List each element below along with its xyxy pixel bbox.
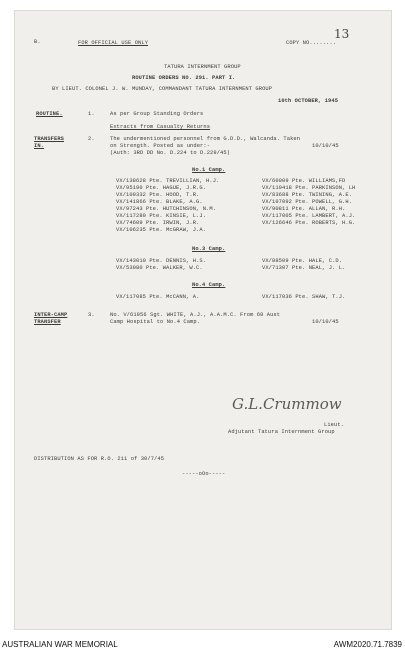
end-mark: -----oOo----- xyxy=(182,471,226,477)
transfers-authority: (Auth: 3RD DD No. D.224 to D.229/45) xyxy=(110,150,231,156)
order-date: 10th OCTOBER, 1945 xyxy=(278,98,339,104)
copy-label: COPY NO........ xyxy=(286,40,337,46)
camp-1-heading: No.1 Camp. xyxy=(192,167,226,173)
copy-number: 13 xyxy=(334,27,350,41)
org-title: TATURA INTERNMENT GROUP xyxy=(164,64,241,70)
transfers-number: 2. xyxy=(88,136,95,142)
transfers-date: 10/10/45 xyxy=(312,143,339,149)
signatory-rank: Lieut. xyxy=(324,422,345,428)
camp-1-right-5: VX/90811 Pte. ALLAN, R.H. xyxy=(262,206,346,212)
document-page xyxy=(14,10,392,630)
camp-3-right-2: VX/71307 Pte. NEAL, J. L. xyxy=(262,265,346,271)
camp-3-right-1: VX/88509 Pte. HALE, C.D. xyxy=(262,258,343,264)
inter-camp-number: 3. xyxy=(88,312,95,318)
camp-3-left-2: VX/53080 Pte. WALKER, W.C. xyxy=(116,265,203,271)
orders-title: ROUTINE ORDERS NO. 291. PART I. xyxy=(132,75,236,81)
camp-1-left-3: VX/109332 Pte. HOOD, T.R. xyxy=(116,192,200,198)
camp-1-left-7: VX/74609 Pte. IRWIN, J.R. xyxy=(116,220,200,226)
camp-4-left-1: VX/117085 Pte. McCANN, A. xyxy=(116,294,200,300)
camp-1-left-8: VX/106235 Pte. McGRAW, J.A. xyxy=(116,227,207,233)
handwritten-signature: G.L.Crummow xyxy=(232,395,342,413)
camp-1-right-3: VX/83688 Pte. TWINING, A.E. xyxy=(262,192,353,198)
archive-footer xyxy=(0,636,405,653)
camp-1-left-5: VX/97243 Pte. HUTCHINSON, N.M. xyxy=(116,206,217,212)
routine-heading: ROUTINE. xyxy=(36,111,63,117)
extracts-heading: Extracts from Casualty Returns xyxy=(110,124,211,130)
classification: FOR OFFICIAL USE ONLY xyxy=(78,40,149,46)
camp-1-left-1: VX/138628 Pte. TREVILLIAN, H.J. xyxy=(116,178,220,184)
distribution-line: DISTRIBUTION AS FOR R.O. 211 of 30/7/45 xyxy=(34,456,165,462)
inter-camp-date: 10/10/45 xyxy=(312,319,339,325)
inter-camp-heading: INTER-CAMP xyxy=(34,312,68,318)
footer-accession-number: AWM2020.71.7839 xyxy=(333,640,402,649)
camp-1-right-4: VX/107092 Pte. POWELL, G.H. xyxy=(262,199,353,205)
corner-mark: B. xyxy=(34,39,41,45)
transfers-heading: TRANSFERS xyxy=(34,136,65,142)
camp-1-right-2: VX/110418 Pte. PARKINSON, LH xyxy=(262,185,356,191)
inter-camp-line-2: Camp Hospital to No.4 Camp. xyxy=(110,319,201,325)
camp-1-left-6: VX/117280 Pte. KINSIE, L.J. xyxy=(116,213,207,219)
camp-1-left-2: VX/95190 Pte. HAGUE, J.R.G. xyxy=(116,185,207,191)
camp-4-right-1: VX/117036 Pte. SHAW, T.J. xyxy=(262,294,346,300)
signatory-title: Adjutant Tatura Internment Group xyxy=(228,429,335,435)
routine-number: 1. xyxy=(88,111,95,117)
camp-3-left-1: VX/143010 Pte. DENNIS, H.S. xyxy=(116,258,207,264)
camp-1-left-4: VX/141866 Pte. BLAKE, A.G. xyxy=(116,199,203,205)
authority-line: BY LIEUT. COLONEL J. W. MUNDAY, COMMANDANT TATURA INTERNMENT GROUP xyxy=(52,86,273,92)
camp-1-right-1: VX/60009 Pte. WILLIAMS,FD xyxy=(262,178,346,184)
footer-institution: AUSTRALIAN WAR MEMORIAL xyxy=(2,640,118,649)
transfers-line-2: on Strength. Posted as under:- xyxy=(110,143,211,149)
inter-camp-heading-sub: TRANSFER xyxy=(34,319,61,325)
transfers-line-1: The undermentioned personnel from G.D.D., Walcanda. Taken xyxy=(110,136,301,142)
camp-1-right-6: VX/117005 Pte. LAMBERT, A.J. xyxy=(262,213,356,219)
transfers-heading-sub: IN. xyxy=(34,143,45,149)
inter-camp-line-1: No. V/61956 Sgt. WHITE, A.J., A.A.M.C. From 60 Aust xyxy=(110,312,281,318)
camp-1-right-7: VX/126646 Pte. ROBERTS, H.G. xyxy=(262,220,356,226)
camp-4-heading: No.4 Camp. xyxy=(192,282,226,288)
camp-3-heading: No.3 Camp. xyxy=(192,246,226,252)
routine-text: As per Group Standing Orders xyxy=(110,111,204,117)
